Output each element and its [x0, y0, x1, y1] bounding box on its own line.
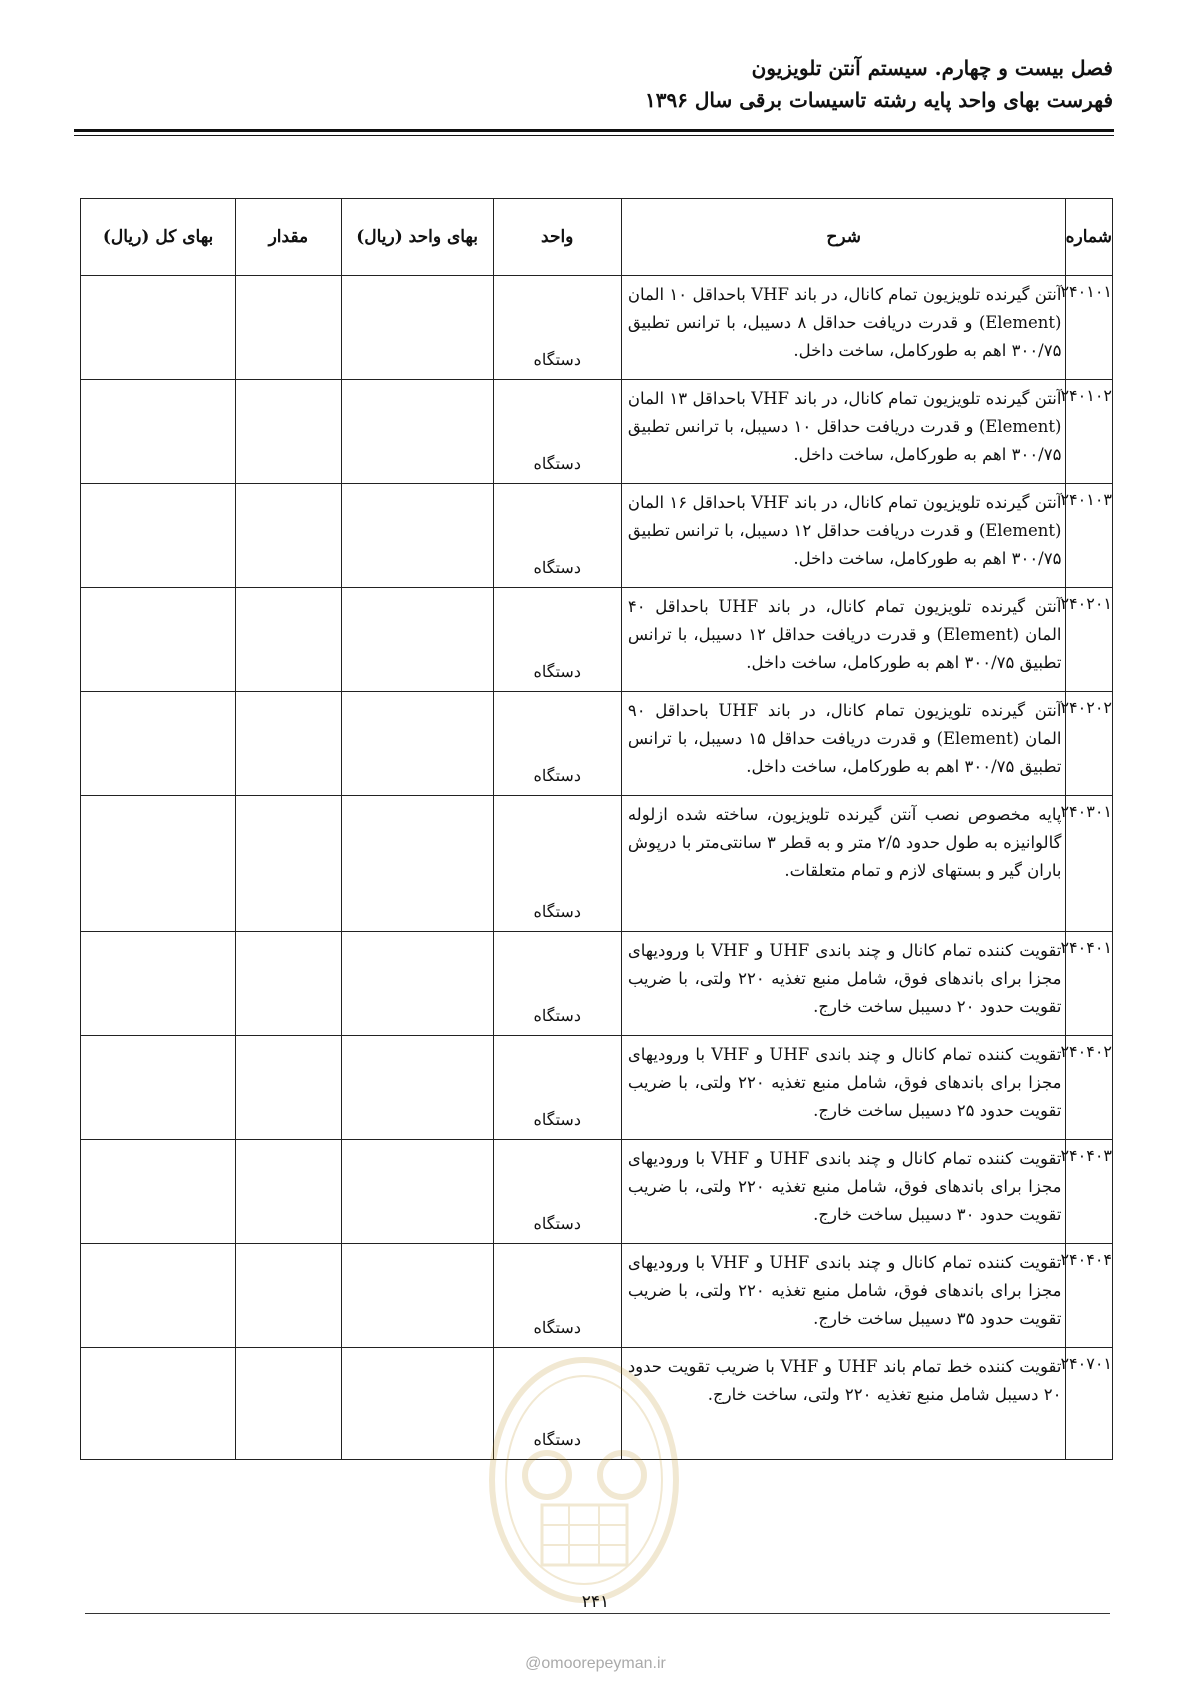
table-header-row — [81, 199, 1113, 276]
item-number: ۲۴۰۲۰۱ — [1066, 588, 1113, 692]
header-description: شرح — [621, 199, 1066, 276]
quantity-cell — [236, 796, 341, 932]
total-price-cell — [81, 932, 236, 1036]
item-description: آنتن گیرنده تلویزیون تمام کانال، در باند VHF باحداقل ۱۶ المان (Element) و قدرت دریافت حداقل ۱۲ دسیبل، با ترانس تطبیق ۳۰۰/۷۵ اهم به طورکامل، ساخت داخل. — [621, 484, 1066, 588]
item-description: آنتن گیرنده تلویزیون تمام کانال، در باند UHF باحداقل ۴۰ المان (Element) و قدرت دریافت حداقل ۱۲ دسیبل، با ترانس تطبیق ۳۰۰/۷۵ اهم به طورکامل، ساخت داخل. — [621, 588, 1066, 692]
footer-rule — [85, 1613, 1110, 1614]
header-rule-thick — [74, 129, 1114, 132]
unit-price-cell — [341, 1348, 493, 1460]
quantity-cell — [236, 1036, 341, 1140]
item-unit: دستگاه — [493, 484, 621, 588]
item-unit: دستگاه — [493, 1244, 621, 1348]
total-price-cell — [81, 1140, 236, 1244]
item-unit: دستگاه — [493, 1140, 621, 1244]
total-price-cell — [81, 1244, 236, 1348]
total-price-cell — [81, 276, 236, 380]
quantity-cell — [236, 380, 341, 484]
quantity-cell — [236, 588, 341, 692]
item-description: آنتن گیرنده تلویزیون تمام کانال، در باند UHF باحداقل ۹۰ المان (Element) و قدرت دریافت حداقل ۱۵ دسیبل، با ترانس تطبیق ۳۰۰/۷۵ اهم به طورکامل، ساخت داخل. — [621, 692, 1066, 796]
item-number: ۲۴۰۴۰۲ — [1066, 1036, 1113, 1140]
unit-price-cell — [341, 484, 493, 588]
price-list-table — [80, 198, 1113, 1460]
quantity-cell — [236, 932, 341, 1036]
item-number: ۲۴۰۴۰۳ — [1066, 1140, 1113, 1244]
item-unit: دستگاه — [493, 1348, 621, 1460]
header-quantity: مقدار — [236, 199, 341, 276]
header-rule-thin — [74, 135, 1114, 136]
quantity-cell — [236, 1140, 341, 1244]
item-description: تقویت کننده تمام کانال و چند باندی UHF و VHF با ورودیهای مجزا برای باندهای فوق، شامل منبع تغذیه ۲۲۰ ولتی، با ضریب تقویت حدود ۲۰ دسیبل ساخت خارج. — [621, 932, 1066, 1036]
quantity-cell — [236, 692, 341, 796]
item-number: ۲۴۰۴۰۱ — [1066, 932, 1113, 1036]
table-row — [81, 1244, 1113, 1348]
item-unit: دستگاه — [493, 692, 621, 796]
item-number: ۲۴۰۲۰۲ — [1066, 692, 1113, 796]
book-title: فهرست بهای واحد پایه رشته تاسیسات برقی سال ۱۳۹۶ — [644, 88, 1113, 112]
total-price-cell — [81, 1036, 236, 1140]
website-watermark: @omoorepeyman.ir — [525, 1655, 666, 1672]
item-unit: دستگاه — [493, 588, 621, 692]
header-total-price: بهای کل (ریال) — [81, 199, 236, 276]
unit-price-cell — [341, 588, 493, 692]
item-description: پایه مخصوص نصب آنتن گیرنده تلویزیون، ساخته شده ازلوله گالوانیزه به طول حدود ۲/۵ متر و به قطر ۳ سانتی‌متر با درپوش باران گیر و بستهای لازم و تمام متعلقات. — [621, 796, 1066, 932]
item-number: ۲۴۰۱۰۱ — [1066, 276, 1113, 380]
table-row — [81, 484, 1113, 588]
item-description: تقویت کننده خط تمام باند UHF و VHF با ضریب تقویت حدود ۲۰ دسیبل شامل منبع تغذیه ۲۲۰ ولتی، ساخت خارج. — [621, 1348, 1066, 1460]
quantity-cell — [236, 484, 341, 588]
item-unit: دستگاه — [493, 380, 621, 484]
item-number: ۲۴۰۳۰۱ — [1066, 796, 1113, 932]
table-row — [81, 796, 1113, 932]
table-row — [81, 1036, 1113, 1140]
page-number: ۲۴۱ — [581, 1592, 610, 1612]
item-description: تقویت کننده تمام کانال و چند باندی UHF و VHF با ورودیهای مجزا برای باندهای فوق، شامل منبع تغذیه ۲۲۰ ولتی، با ضریب تقویت حدود ۳۰ دسیبل ساخت خارج. — [621, 1140, 1066, 1244]
item-description: آنتن گیرنده تلویزیون تمام کانال، در باند VHF باحداقل ۱۰ المان (Element) و قدرت دریافت حداقل ۸ دسیبل، با ترانس تطبیق ۳۰۰/۷۵ اهم به طورکامل، ساخت داخل. — [621, 276, 1066, 380]
table-row — [81, 1140, 1113, 1244]
item-unit: دستگاه — [493, 276, 621, 380]
table-row — [81, 276, 1113, 380]
item-description: آنتن گیرنده تلویزیون تمام کانال، در باند VHF باحداقل ۱۳ المان (Element) و قدرت دریافت حداقل ۱۰ دسیبل، با ترانس تطبیق ۳۰۰/۷۵ اهم به طورکامل، ساخت داخل. — [621, 380, 1066, 484]
unit-price-cell — [341, 1244, 493, 1348]
item-description: تقویت کننده تمام کانال و چند باندی UHF و VHF با ورودیهای مجزا برای باندهای فوق، شامل منبع تغذیه ۲۲۰ ولتی، با ضریب تقویت حدود ۲۵ دسیبل ساخت خارج. — [621, 1036, 1066, 1140]
table-row — [81, 380, 1113, 484]
item-description: تقویت کننده تمام کانال و چند باندی UHF و VHF با ورودیهای مجزا برای باندهای فوق، شامل منبع تغذیه ۲۲۰ ولتی، با ضریب تقویت حدود ۳۵ دسیبل ساخت خارج. — [621, 1244, 1066, 1348]
table-row — [81, 1348, 1113, 1460]
quantity-cell — [236, 1244, 341, 1348]
item-number: ۲۴۰۷۰۱ — [1066, 1348, 1113, 1460]
unit-price-cell — [341, 276, 493, 380]
unit-price-cell — [341, 932, 493, 1036]
table-row — [81, 692, 1113, 796]
header-number: شماره — [1066, 199, 1113, 276]
total-price-cell — [81, 1348, 236, 1460]
total-price-cell — [81, 380, 236, 484]
item-unit: دستگاه — [493, 796, 621, 932]
total-price-cell — [81, 588, 236, 692]
item-number: ۲۴۰۱۰۳ — [1066, 484, 1113, 588]
item-unit: دستگاه — [493, 1036, 621, 1140]
unit-price-cell — [341, 692, 493, 796]
unit-price-cell — [341, 1140, 493, 1244]
page-header — [73, 52, 1113, 116]
table-row — [81, 588, 1113, 692]
header-unit: واحد — [493, 199, 621, 276]
table-row — [81, 932, 1113, 1036]
total-price-cell — [81, 796, 236, 932]
quantity-cell — [236, 276, 341, 380]
item-number: ۲۴۰۱۰۲ — [1066, 380, 1113, 484]
total-price-cell — [81, 692, 236, 796]
unit-price-cell — [341, 1036, 493, 1140]
item-number: ۲۴۰۴۰۴ — [1066, 1244, 1113, 1348]
unit-price-cell — [341, 796, 493, 932]
quantity-cell — [236, 1348, 341, 1460]
header-unit-price: بهای واحد (ریال) — [341, 199, 493, 276]
item-unit: دستگاه — [493, 932, 621, 1036]
unit-price-cell — [341, 380, 493, 484]
chapter-title: فصل بیست و چهارم. سیستم آنتن تلویزیون — [751, 56, 1113, 80]
total-price-cell — [81, 484, 236, 588]
